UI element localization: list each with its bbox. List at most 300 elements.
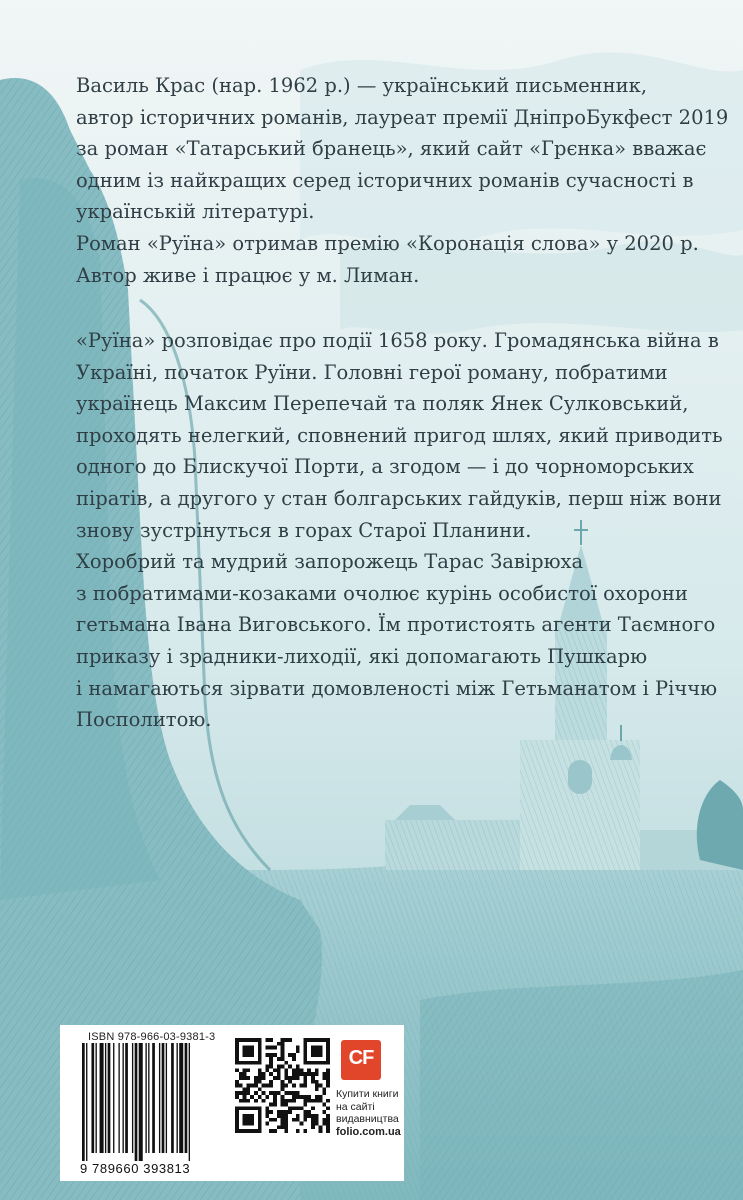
qr-module	[326, 1125, 330, 1129]
qr-module	[303, 1129, 307, 1133]
qr-module	[235, 1068, 239, 1072]
qr-module	[284, 1125, 288, 1129]
qr-module	[281, 1103, 285, 1107]
qr-module	[322, 1061, 326, 1065]
qr-module	[292, 1057, 296, 1061]
qr-module	[269, 1110, 273, 1114]
qr-module	[284, 1122, 288, 1126]
qr-module	[307, 1114, 311, 1118]
qr-module	[250, 1061, 254, 1065]
qr-module	[246, 1084, 250, 1088]
qr-module	[243, 1106, 247, 1110]
qr-module	[288, 1080, 292, 1084]
qr-module	[258, 1061, 262, 1065]
qr-module	[269, 1061, 273, 1065]
barcode-bar	[159, 1043, 160, 1153]
qr-module	[315, 1053, 319, 1057]
qr-module	[311, 1038, 315, 1042]
qr-module	[243, 1087, 247, 1091]
qr-module	[243, 1076, 247, 1080]
qr-module	[269, 1046, 273, 1050]
qr-module	[254, 1038, 258, 1042]
qr-module	[265, 1122, 269, 1126]
qr-module	[250, 1106, 254, 1110]
qr-module	[307, 1038, 311, 1042]
qr-module	[246, 1046, 250, 1050]
qr-module	[281, 1110, 285, 1114]
qr-module	[281, 1099, 285, 1103]
qr-module	[265, 1053, 269, 1057]
barcode-bar	[166, 1043, 167, 1153]
qr-module	[311, 1122, 315, 1126]
qr-module	[311, 1046, 315, 1050]
qr-module	[281, 1053, 285, 1057]
qr-module	[326, 1061, 330, 1065]
qr-module	[326, 1042, 330, 1046]
qr-module	[300, 1068, 304, 1072]
barcode-bar	[91, 1043, 94, 1153]
qr-module	[258, 1042, 262, 1046]
qr-module	[235, 1106, 239, 1110]
qr-module	[311, 1080, 315, 1084]
barcode-bar	[118, 1043, 119, 1153]
qr-module	[288, 1110, 292, 1114]
qr-module	[322, 1110, 326, 1114]
qr-module	[254, 1076, 258, 1080]
qr-module	[254, 1084, 258, 1088]
qr-module	[315, 1038, 319, 1042]
qr-module	[315, 1080, 319, 1084]
qr-module	[250, 1129, 254, 1133]
qr-module	[303, 1118, 307, 1122]
qr-module	[239, 1091, 243, 1095]
qr-module	[326, 1046, 330, 1050]
qr-module	[243, 1091, 247, 1095]
qr-module	[246, 1049, 250, 1053]
qr-module	[288, 1053, 292, 1057]
qr-module	[258, 1068, 262, 1072]
barcode-bar	[152, 1043, 155, 1153]
qr-module	[284, 1091, 288, 1095]
barcode-bar	[145, 1043, 146, 1153]
qr-module	[307, 1072, 311, 1076]
qr-module	[258, 1076, 262, 1080]
qr-module	[258, 1057, 262, 1061]
qr-module	[311, 1118, 315, 1122]
qr-module	[246, 1114, 250, 1118]
qr-module	[235, 1049, 239, 1053]
qr-module	[258, 1114, 262, 1118]
qr-module	[326, 1057, 330, 1061]
qr-module	[319, 1099, 323, 1103]
qr-module	[322, 1091, 326, 1095]
barcode-bar	[189, 1043, 190, 1161]
qr-module	[269, 1065, 273, 1069]
qr-module	[311, 1099, 315, 1103]
qr-module	[315, 1095, 319, 1099]
qr-module	[269, 1129, 273, 1133]
qr-module	[258, 1049, 262, 1053]
qr-module	[303, 1038, 307, 1042]
qr-module	[307, 1068, 311, 1072]
qr-module	[300, 1072, 304, 1076]
qr-module	[262, 1072, 266, 1076]
qr-module	[326, 1114, 330, 1118]
barcode-bar	[132, 1043, 133, 1153]
qr-module	[319, 1084, 323, 1088]
qr-module	[303, 1103, 307, 1107]
qr-module	[246, 1053, 250, 1057]
qr-module	[292, 1099, 296, 1103]
qr-module	[288, 1076, 292, 1080]
qr-module	[254, 1091, 258, 1095]
qr-module	[269, 1118, 273, 1122]
qr-module	[326, 1118, 330, 1122]
qr-module	[258, 1087, 262, 1091]
qr-module	[277, 1091, 281, 1095]
qr-module	[262, 1076, 266, 1080]
qr-module	[296, 1106, 300, 1110]
qr-module	[296, 1046, 300, 1050]
qr-module	[258, 1046, 262, 1050]
qr-module	[258, 1129, 262, 1133]
qr-module	[273, 1095, 277, 1099]
qr-module	[273, 1068, 277, 1072]
barcode-bar	[82, 1043, 85, 1161]
qr-module	[246, 1038, 250, 1042]
qr-module	[239, 1084, 243, 1088]
qr-module	[281, 1057, 285, 1061]
qr-module	[296, 1068, 300, 1072]
qr-module	[315, 1046, 319, 1050]
qr-module	[250, 1118, 254, 1122]
qr-module	[250, 1084, 254, 1088]
qr-module	[277, 1042, 281, 1046]
qr-module	[303, 1080, 307, 1084]
qr-module	[296, 1118, 300, 1122]
qr-module	[307, 1099, 311, 1103]
qr-module	[311, 1049, 315, 1053]
qr-module	[326, 1049, 330, 1053]
qr-module	[269, 1053, 273, 1057]
bio-line: автор історичних романів, лауреат премії ДніпроБукфест 2019	[76, 105, 729, 129]
qr-module	[319, 1053, 323, 1057]
qr-module	[246, 1068, 250, 1072]
barcode-bar	[105, 1043, 106, 1153]
qr-module	[292, 1095, 296, 1099]
author-bio	[76, 70, 729, 291]
qr-module	[284, 1114, 288, 1118]
qr-module	[307, 1110, 311, 1114]
qr-module	[322, 1118, 326, 1122]
qr-module	[300, 1084, 304, 1088]
qr-module	[303, 1084, 307, 1088]
qr-module	[239, 1061, 243, 1065]
qr-module	[296, 1095, 300, 1099]
barcode-bar	[171, 1043, 174, 1153]
qr-module	[315, 1087, 319, 1091]
qr-module	[322, 1072, 326, 1076]
annotation-line: приказу і зрадники-лиходії, які допомагають Пушкарю	[76, 644, 648, 668]
qr-module	[250, 1038, 254, 1042]
qr-module	[277, 1057, 281, 1061]
qr-module	[303, 1099, 307, 1103]
bio-line: за роман «Татарський бранець», який сайт «Грєнка» вважає	[76, 137, 707, 161]
qr-module	[296, 1129, 300, 1133]
barcode-bar	[139, 1043, 143, 1161]
qr-module	[235, 1061, 239, 1065]
qr-module	[269, 1103, 273, 1107]
qr-module	[303, 1095, 307, 1099]
qr-module	[235, 1038, 239, 1042]
qr-module	[243, 1049, 247, 1053]
qr-module	[235, 1046, 239, 1050]
qr-module	[326, 1068, 330, 1072]
qr-module	[239, 1072, 243, 1076]
qr-module	[250, 1114, 254, 1118]
qr-module	[235, 1091, 239, 1095]
qr-module	[243, 1061, 247, 1065]
qr-module	[281, 1118, 285, 1122]
qr-module	[326, 1080, 330, 1084]
qr-module	[243, 1099, 247, 1103]
qr-module	[292, 1091, 296, 1095]
qr-module	[269, 1072, 273, 1076]
qr-module	[265, 1106, 269, 1110]
qr-module	[288, 1091, 292, 1095]
annotation-line: Посполитою.	[76, 708, 212, 732]
qr-module	[300, 1122, 304, 1126]
qr-module	[273, 1129, 277, 1133]
qr-module	[269, 1091, 273, 1095]
qr-module	[235, 1110, 239, 1114]
qr-module	[296, 1091, 300, 1095]
annotation-line: Україні, початок Руїни. Головні герої роману, побратими	[76, 360, 668, 384]
qr-module	[288, 1065, 292, 1069]
qr-module	[292, 1072, 296, 1076]
qr-module	[319, 1061, 323, 1065]
qr-module	[265, 1110, 269, 1114]
qr-module	[281, 1046, 285, 1050]
annotation-line: піратів, а другого у стан болгарських гайдуків, перш ніж вони	[76, 486, 722, 510]
qr-module	[265, 1084, 269, 1088]
buy-line: на сайті	[336, 1100, 375, 1113]
publisher-site-link[interactable]: folio.com.ua	[336, 1125, 401, 1138]
qr-module	[303, 1061, 307, 1065]
qr-module	[258, 1110, 262, 1114]
isbn-panel	[60, 1025, 404, 1181]
qr-module	[265, 1068, 269, 1072]
qr-module	[235, 1084, 239, 1088]
qr-module	[246, 1076, 250, 1080]
qr-module	[235, 1053, 239, 1057]
qr-module	[246, 1099, 250, 1103]
qr-module	[243, 1053, 247, 1057]
qr-module	[265, 1046, 269, 1050]
qr-module	[307, 1061, 311, 1065]
qr-module	[243, 1072, 247, 1076]
qr-module	[243, 1122, 247, 1126]
barcode-bar	[100, 1043, 104, 1153]
qr-module	[273, 1053, 277, 1057]
qr-module	[326, 1072, 330, 1076]
qr-module	[258, 1038, 262, 1042]
qr-module	[235, 1080, 239, 1084]
qr-module	[315, 1061, 319, 1065]
qr-module	[284, 1038, 288, 1042]
qr-module	[322, 1038, 326, 1042]
qr-module	[281, 1122, 285, 1126]
qr-module	[296, 1072, 300, 1076]
qr-module	[269, 1084, 273, 1088]
bio-line: Василь Крас (нар. 1962 р.) — український письменник,	[76, 74, 648, 97]
bio-line: українській літературі.	[76, 200, 315, 224]
qr-module	[281, 1095, 285, 1099]
qr-module	[254, 1080, 258, 1084]
qr-module	[326, 1106, 330, 1110]
barcode-bar	[148, 1043, 149, 1153]
qr-module	[303, 1114, 307, 1118]
qr-module	[311, 1072, 315, 1076]
qr-module	[243, 1095, 247, 1099]
qr-module	[273, 1091, 277, 1095]
qr-module	[243, 1129, 247, 1133]
qr-module	[284, 1084, 288, 1088]
qr-module	[292, 1053, 296, 1057]
publisher-logo-text: CF	[348, 1047, 374, 1069]
qr-module	[239, 1106, 243, 1110]
qr-module	[262, 1091, 266, 1095]
qr-module	[292, 1106, 296, 1110]
qr-module	[265, 1095, 269, 1099]
barcode-digits: 9 789660 393813	[80, 1161, 191, 1176]
qr-module	[300, 1095, 304, 1099]
qr-module	[311, 1061, 315, 1065]
annotation-line: знову зустрінуться в горах Старої Планини.	[76, 518, 532, 542]
qr-module	[319, 1129, 323, 1133]
qr-module	[239, 1038, 243, 1042]
qr-module	[258, 1106, 262, 1110]
qr-module	[303, 1076, 307, 1080]
qr-module	[269, 1080, 273, 1084]
qr-module	[246, 1129, 250, 1133]
qr-module	[235, 1118, 239, 1122]
qr-module	[288, 1099, 292, 1103]
qr-module	[284, 1129, 288, 1133]
qr-module	[258, 1125, 262, 1129]
qr-module	[258, 1072, 262, 1076]
qr-module	[273, 1099, 277, 1103]
qr-module	[307, 1095, 311, 1099]
qr-module	[258, 1095, 262, 1099]
qr-module	[281, 1049, 285, 1053]
qr-module	[265, 1065, 269, 1069]
qr-module	[273, 1076, 277, 1080]
qr-module	[296, 1076, 300, 1080]
qr-module	[281, 1065, 285, 1069]
qr-module	[315, 1049, 319, 1053]
qr-module	[292, 1076, 296, 1080]
qr-module	[239, 1099, 243, 1103]
qr-module	[250, 1049, 254, 1053]
bio-line: Автор живе і працює у м. Лиман.	[76, 263, 420, 287]
qr-module	[281, 1084, 285, 1088]
qr-module	[243, 1118, 247, 1122]
qr-module	[277, 1068, 281, 1072]
qr-module	[303, 1053, 307, 1057]
qr-module	[281, 1080, 285, 1084]
qr-module	[281, 1038, 285, 1042]
qr-module	[311, 1053, 315, 1057]
qr-module	[239, 1129, 243, 1133]
buy-online-note	[336, 1088, 402, 1138]
qr-module	[284, 1103, 288, 1107]
buy-line: Купити книги	[336, 1088, 399, 1100]
qr-module	[326, 1122, 330, 1126]
qr-module	[235, 1095, 239, 1099]
barcode-bar	[113, 1043, 114, 1153]
qr-module	[246, 1122, 250, 1126]
qr-module	[296, 1114, 300, 1118]
book-annotation	[76, 325, 723, 736]
qr-module	[322, 1076, 326, 1080]
barcode-bar	[86, 1043, 87, 1161]
qr-module	[326, 1084, 330, 1088]
qr-module	[303, 1072, 307, 1076]
qr-module	[258, 1118, 262, 1122]
qr-module	[284, 1076, 288, 1080]
qr-module	[284, 1110, 288, 1114]
buy-line: видавництва	[336, 1113, 399, 1125]
barcode	[78, 1043, 228, 1161]
qr-module	[303, 1046, 307, 1050]
qr-module	[292, 1068, 296, 1072]
qr-module	[303, 1110, 307, 1114]
qr-module	[300, 1106, 304, 1110]
qr-module	[315, 1114, 319, 1118]
qr-module	[284, 1068, 288, 1072]
qr-module	[273, 1103, 277, 1107]
qr-module	[235, 1057, 239, 1061]
qr-module	[281, 1114, 285, 1118]
barcode-bar	[179, 1043, 183, 1153]
qr-module	[277, 1110, 281, 1114]
qr-module	[281, 1125, 285, 1129]
qr-module	[262, 1099, 266, 1103]
qr-module	[281, 1087, 285, 1091]
qr-module	[284, 1118, 288, 1122]
barcode-bar	[135, 1043, 138, 1161]
qr-module	[281, 1042, 285, 1046]
qr-module	[296, 1049, 300, 1053]
qr-module	[319, 1038, 323, 1042]
qr-module	[326, 1076, 330, 1080]
barcode-bar	[96, 1043, 97, 1153]
qr-module	[277, 1114, 281, 1118]
isbn-label: ISBN 978-966-03-9381-3	[88, 1031, 216, 1043]
qr-module	[284, 1072, 288, 1076]
publisher-logo	[341, 1040, 381, 1080]
qr-module	[269, 1038, 273, 1042]
qr-module	[246, 1091, 250, 1095]
annotation-line: і намагаються зірвати домовленості між Гетьманатом і Річчю	[76, 676, 718, 700]
qr-module	[277, 1072, 281, 1076]
qr-module	[239, 1076, 243, 1080]
qr-module	[292, 1118, 296, 1122]
annotation-line: з побратимами-козаками очолює курінь особистої охорони	[76, 581, 688, 605]
qr-module	[326, 1053, 330, 1057]
qr-module	[311, 1076, 315, 1080]
